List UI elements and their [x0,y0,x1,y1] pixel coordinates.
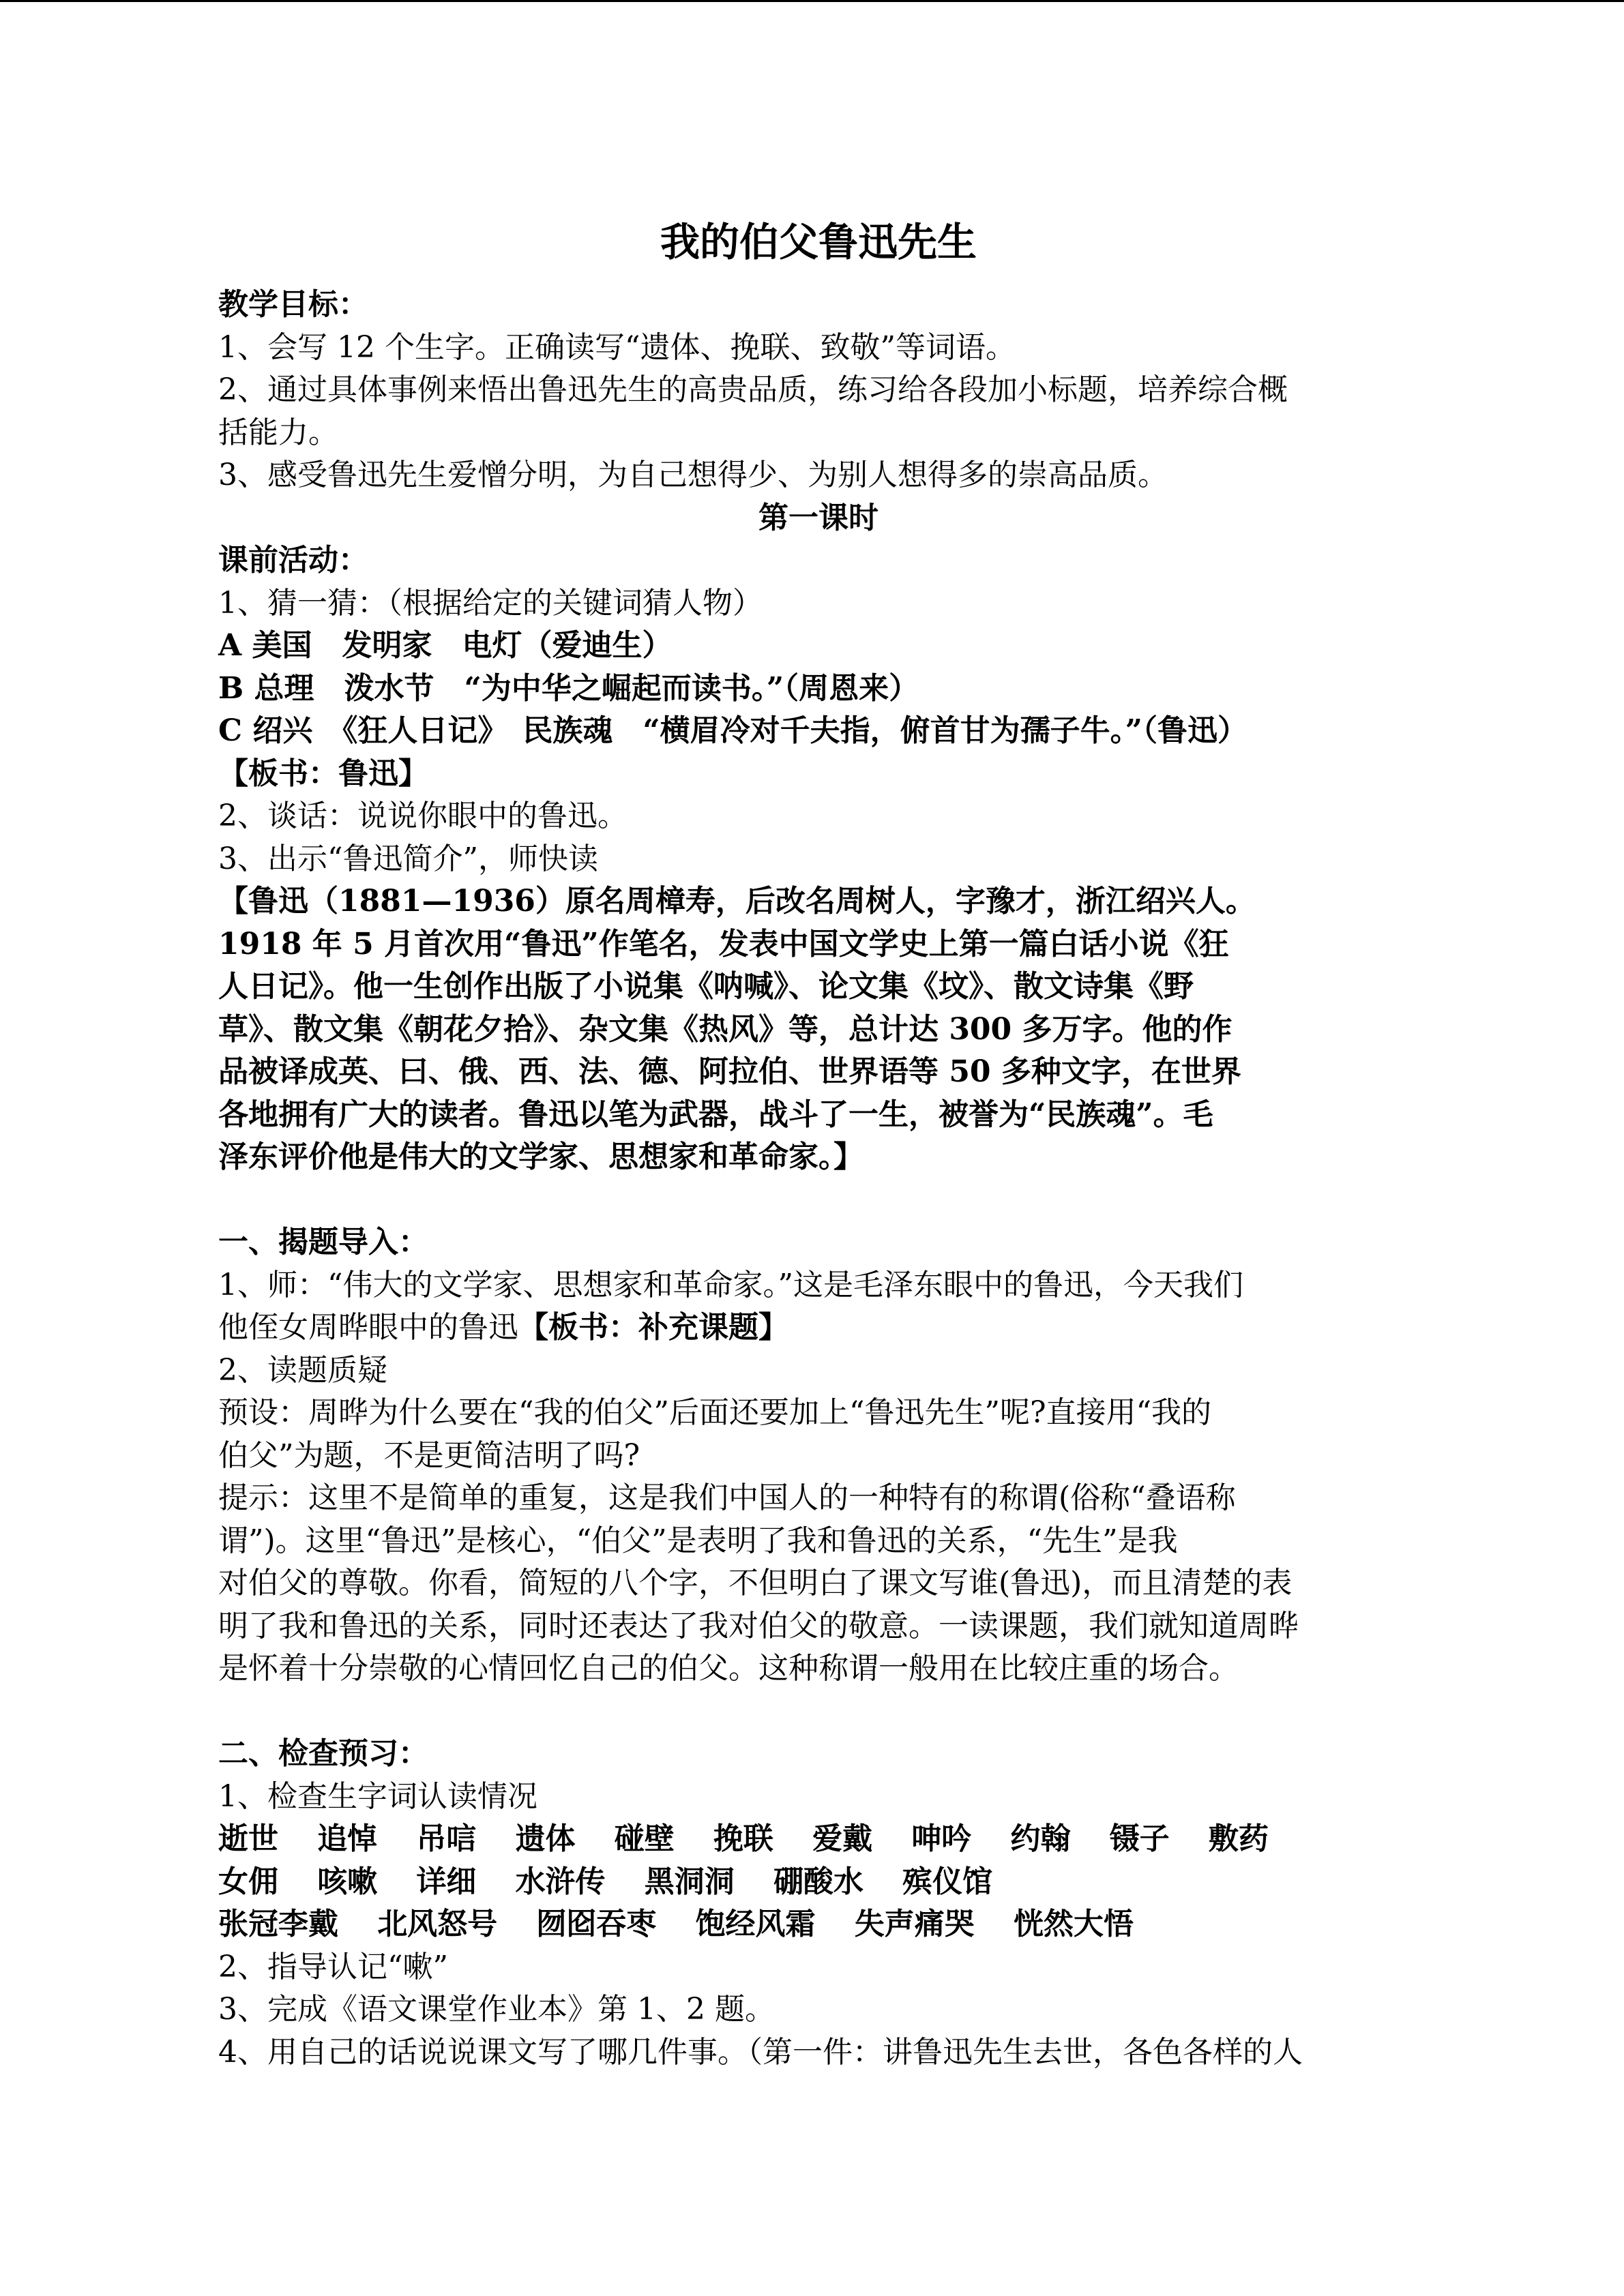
bio-line: 各地拥有广大的读者。鲁迅以笔为武器，战斗了一生，被誉为“民族魂”。毛 [218,1097,1213,1132]
vocab-word: 呻吟 [911,1821,972,1856]
vocab-word: 爱戴 [812,1821,873,1856]
section-one-line: 提示：这里不是简单的重复，这是我们中国人的一种特有的称谓(俗称“叠语称 [218,1480,1236,1515]
board-note: 【板书：鲁迅】 [218,756,428,791]
vocab-word: 水浒传 [515,1864,606,1899]
objective-item: 1、会写 12 个生字。正确读写“遗体、挽联、致敬”等词语。 [218,329,1016,365]
section-one-line [218,1307,1419,1350]
vocab-row-2 [218,1861,1419,1904]
vocab-row-1 [218,1818,1419,1861]
pre-activity-heading: 课前活动： [218,543,368,578]
vocab-word: 饱经风霜 [695,1907,816,1941]
guess-option-a: A 美国 发明家 电灯（爱迪生） [218,628,673,663]
vocab-word: 囫囵吞枣 [536,1907,657,1941]
spacer [218,1690,1419,1733]
guess-instruction: 1、猜一猜：（根据给定的关键词猜人物） [218,585,763,621]
objectives-heading: 教学目标： [218,287,368,322]
lesson-one-heading: 第一课时 [758,500,879,535]
vocab-word: 黑洞洞 [644,1864,735,1899]
vocab-word: 女佣 [218,1864,278,1899]
vocab-word: 遗体 [515,1821,576,1856]
vocab-word: 碰壁 [614,1821,675,1856]
objective-item: 3、感受鲁迅先生爱憎分明，为自己想得少、为别人想得多的崇高品质。 [218,458,1168,492]
section-one-line: 明了我和鲁迅的关系，同时还表达了我对伯父的敬意。一读课题，我们就知道周晔 [218,1608,1299,1643]
show-instruction: 3、出示“鲁迅简介”，师快读 [218,841,598,876]
guess-option-b: B 总理 泼水节 “为中华之崛起而读书。”（周恩来） [218,670,919,706]
spacer [218,1179,1419,1222]
vocab-word: 挽联 [713,1821,773,1856]
section-two-line: 2、指导认记“嗽” [218,1949,448,1984]
vocab-word: 逝世 [218,1821,278,1856]
bio-line: 【鲁迅（1881—1936）原名周樟寿，后改名周树人，字豫才，浙江绍兴人。 [218,884,1256,919]
vocab-word: 北风怒号 [377,1907,498,1941]
section-one-line: 预设：周晔为什么要在“我的伯父”后面还要加上“鲁迅先生”呢?直接用“我的 [218,1395,1212,1430]
page-top-border [0,0,1624,2]
vocab-word: 张冠李戴 [218,1907,338,1941]
vocab-word: 失声痛哭 [854,1907,975,1941]
vocab-word: 硼酸水 [773,1864,863,1899]
document-title: 我的伯父鲁迅先生 [660,219,977,265]
bio-line: 草》、散文集《朝花夕拾》、杂文集《热风》等，总计达 300 多万字。他的作 [218,1011,1232,1047]
section-two-line: 4、用自己的话说说课文写了哪几件事。（第一件：讲鲁迅先生去世，各色各样的人 [218,2034,1303,2070]
vocab-word: 恍然大悟 [1013,1907,1134,1941]
luxun-bio [218,880,1419,1179]
vocab-word: 敷药 [1208,1821,1269,1856]
vocab-word: 详细 [416,1864,477,1899]
section-one-line: 伯父”为题，不是更简洁明了吗? [218,1437,640,1473]
vocab-word: 殡仪馆 [902,1864,993,1899]
vocab-word: 镊子 [1109,1821,1170,1856]
section-one-line: 1、师：“伟大的文学家、思想家和革命家。”这是毛泽东眼中的鲁迅，今天我们 [218,1267,1243,1302]
section-one-line: 是怀着十分崇敬的心情回忆自己的伯父。这种称谓一般用在比较庄重的场合。 [218,1651,1239,1686]
section-one-line: 对伯父的尊敬。你看，简短的八个字，不但明白了课文写谁(鲁迅)，而且清楚的表 [218,1566,1293,1600]
bio-line: 品被译成英、曰、俄、西、法、德、阿拉伯、世界语等 50 多种文字，在世界 [218,1054,1241,1089]
vocab-word: 约翰 [1010,1821,1071,1856]
section-two-line: 3、完成《语文课堂作业本》第 1、2 题。 [218,1992,775,2027]
section-one-line: 2、读题质疑 [218,1352,387,1388]
board-supplement-note: 【板书：补充课题】 [518,1310,788,1345]
section-one-heading: 一、揭题导入： [218,1225,428,1259]
section-two-line: 1、检查生字词认读情况 [218,1778,537,1814]
vocab-word: 咳嗽 [317,1864,378,1899]
section-one-line: 谓”)。这里“鲁迅”是核心，“伯父”是表明了我和鲁迅的关系，“先生”是我 [218,1523,1178,1558]
section-two-heading: 二、检查预习： [218,1736,428,1771]
vocab-word: 追悼 [317,1821,378,1856]
bio-line: 人日记》。他一生创作出版了小说集《呐喊》、论文集《坟》、散文诗集《野 [218,969,1194,1004]
vocab-word: 吊唁 [416,1821,477,1856]
guess-option-c: C 绍兴 《狂人日记》 民族魂 “横眉冷对千夫指，俯首甘为孺子牛。”（鲁迅） [218,713,1247,748]
objective-item: 括能力。 [218,415,338,450]
niece-text: 他侄女周晔眼中的鲁迅 [218,1310,518,1345]
bio-line: 泽东评价他是伟大的文学家、思想家和革命家。】 [218,1139,863,1174]
objective-item: 2、通过具体事例来悟出鲁迅先生的高贵品质，练习给各段加小标题，培养综合概 [218,372,1288,407]
bio-line: 1918 年 5 月首次用“鲁迅”作笔名，发表中国文学史上第一篇白话小说《狂 [218,926,1229,961]
vocab-row-3 [218,1903,1419,1946]
document-page [218,205,1419,2074]
talk-instruction: 2、谈话：说说你眼中的鲁迅。 [218,799,628,833]
